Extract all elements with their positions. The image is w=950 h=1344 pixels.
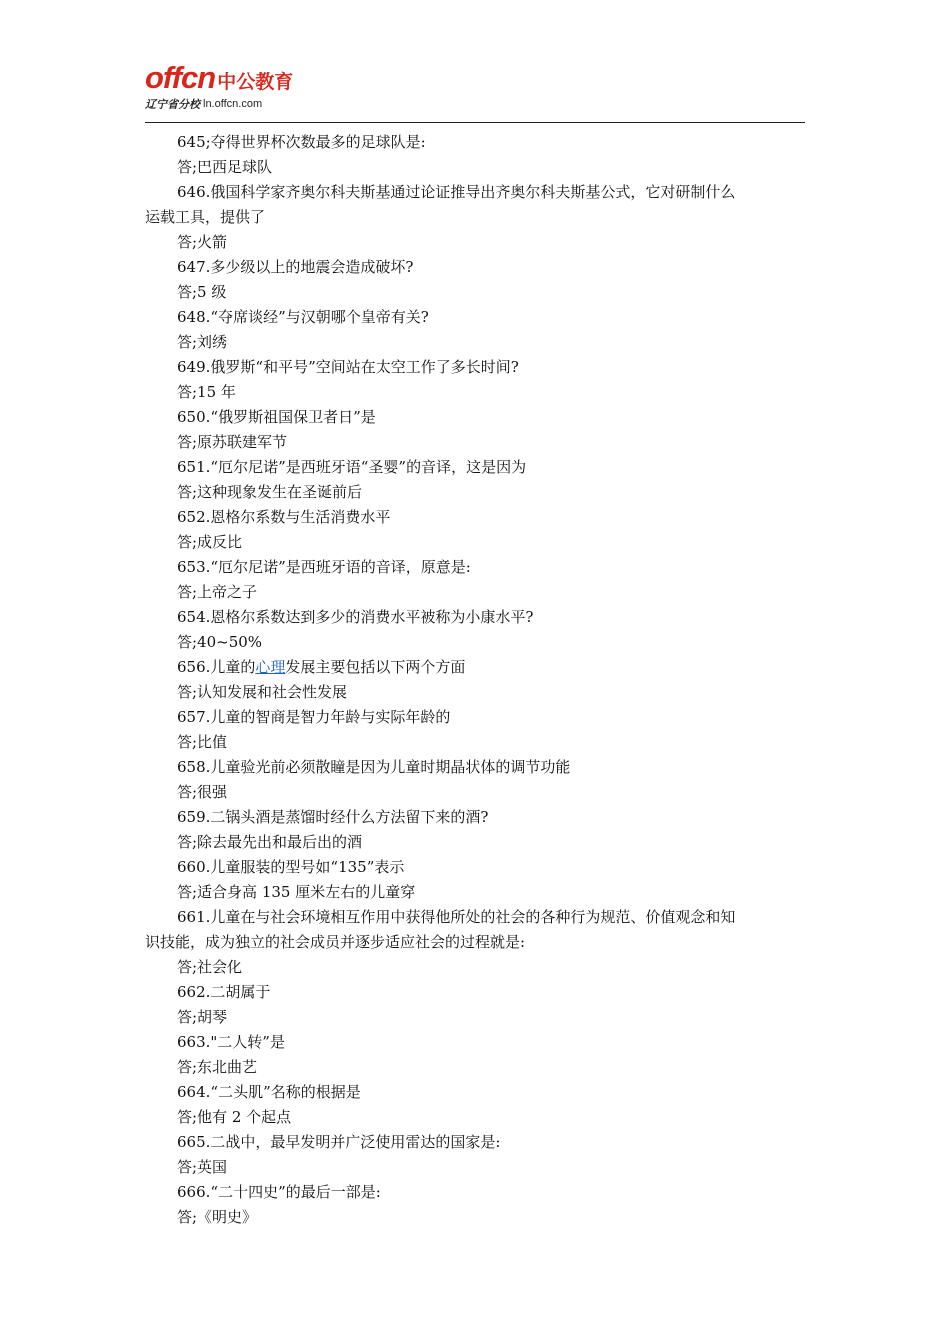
text-line: 答;巴西足球队 [177,158,273,176]
text-line: 识技能，成为独立的社会成员并逐步适应社会的过程就是: [145,933,526,951]
text-line: 答;比值 [177,733,228,751]
text-line: 答;他有 2 个起点 [177,1108,292,1126]
text-line: 650.“俄罗斯祖国保卫者日”是 [177,408,376,426]
text-line: 645;夺得世界杯次数最多的足球队是: [177,133,426,151]
text-line: 运载工具，提供了 [145,208,266,226]
text-line: 答;40~50% [177,633,263,651]
text-line: 答;成反比 [177,533,243,551]
text-line: 648.“夺席谈经”与汉朝哪个皇帝有关? [177,308,429,326]
text-line: 649.俄罗斯“和平号”空间站在太空工作了多长时间? [177,358,519,376]
text-line: 652.恩格尔系数与生活消费水平 [177,508,391,526]
text-line: 659.二锅头酒是蒸馏时经什么方法留下来的酒? [177,808,489,826]
text-line: 662.二胡属于 [177,983,271,1001]
logo-region: 辽宁省分校 [145,98,200,111]
text-line: 646.俄国科学家齐奥尔科夫斯基通过论证推导出齐奥尔科夫斯基公式，它对研制什么 [177,183,736,201]
text-line: 答;适合身高 135 厘米左右的儿童穿 [177,883,416,901]
text-line: 663."二人转”是 [177,1033,285,1051]
text-line: 665.二战中，最早发明并广泛使用雷达的国家是: [177,1133,501,1151]
text-line: 657.儿童的智商是智力年龄与实际年龄的 [177,708,451,726]
logo-chinese-name: 中公教育 [217,71,294,93]
text-line: 答;这种现象发生在圣诞前后 [177,483,363,501]
offcn-logo[interactable] [145,60,293,112]
text-line: 答;除去最先出和最后出的酒 [177,833,363,851]
text-line: 651.“厄尔尼诺”是西班牙语“圣婴”的音译，这是因为 [177,458,527,476]
text-line: 答;15 年 [177,383,236,401]
text-line: 答;5 级 [177,283,227,301]
text-line: 答;原苏联建军节 [177,433,288,451]
text-line: 答;社会化 [177,958,243,976]
text-line: 660.儿童服装的型号如“135”表示 [177,858,405,876]
page-header [145,60,805,124]
text-line: 答;上帝之子 [177,583,258,601]
text-line: 答;《明史》 [177,1208,258,1226]
text-line: 答;刘绣 [177,333,228,351]
text-line: 答;认知发展和社会性发展 [177,683,348,701]
text-line: 653.“厄尔尼诺”是西班牙语的音译，原意是: [177,558,471,576]
text-segment: 656.儿童的 [177,658,256,676]
text-line: 664.“二头肌”名称的根据是 [177,1083,361,1101]
text-line: 答;英国 [177,1158,228,1176]
text-line [145,655,805,680]
text-line: 答;火箭 [177,233,228,251]
text-line: 答;胡琴 [177,1008,228,1026]
text-line: 647.多少级以上的地震会造成破坏? [177,258,414,276]
text-line: 661.儿童在与社会环境相互作用中获得他所处的社会的各种行为规范、价值观念和知 [177,908,736,926]
header-divider [145,122,805,123]
text-line: 658.儿童验光前必须散瞳是因为儿童时期晶状体的调节功能 [177,758,571,776]
logo-url[interactable]: ln.offcn.com [203,98,263,110]
text-line: 答;很强 [177,783,228,801]
text-line: 答;东北曲艺 [177,1058,258,1076]
text-line: 666.“二十四史”的最后一部是: [177,1183,381,1201]
document-body [145,130,805,1230]
text-line: 654.恩格尔系数达到多少的消费水平被称为小康水平? [177,608,534,626]
psychology-link[interactable]: 心理 [255,658,286,676]
logo-wordmark: offcn [145,60,216,95]
text-segment: 发展主要包括以下两个方面 [285,658,466,676]
